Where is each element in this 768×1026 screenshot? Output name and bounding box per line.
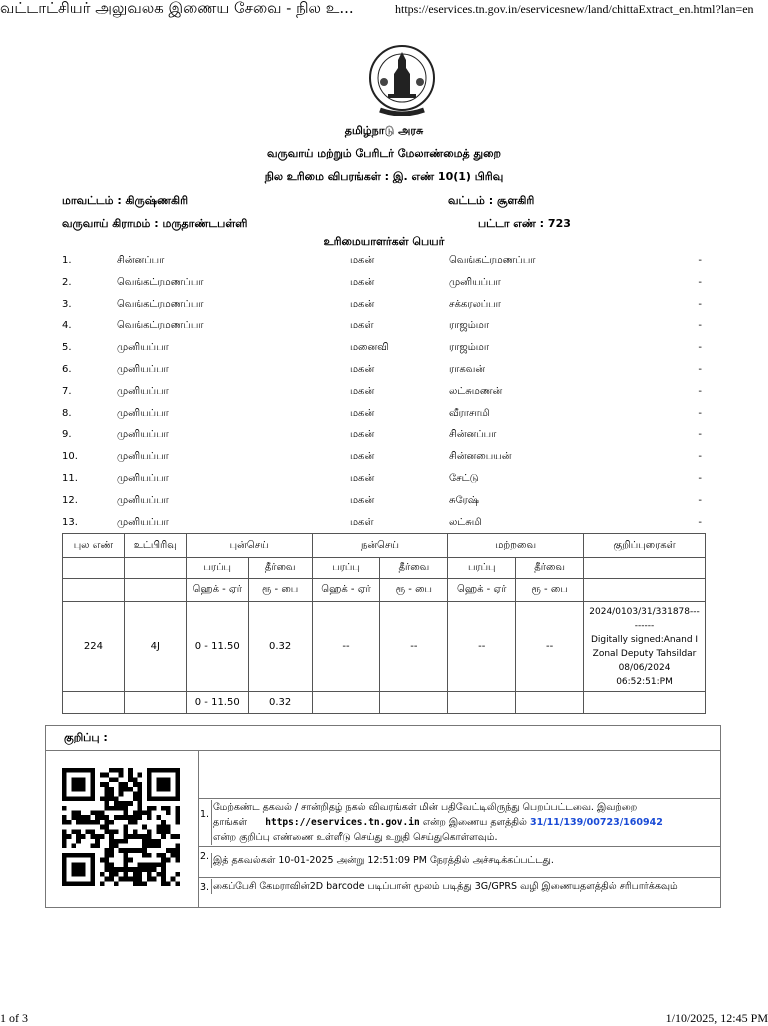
department-name: வருவாய் மற்றும் பேரிடர் மேலாண்மைத் துறை: [267, 147, 501, 160]
patta-number: பட்டா எண் : 723: [478, 217, 571, 230]
owner-name: வெங்கட்ரமணப்பா: [117, 298, 204, 310]
empty-cell: [63, 558, 125, 579]
owner-extra: -: [698, 255, 702, 266]
owner-parent: லட்சுமி: [449, 516, 482, 528]
total-punsei-area: 0 - 11.50: [186, 692, 248, 714]
matravai-tax: --: [516, 602, 584, 692]
owner-name: முனியப்பா: [117, 494, 169, 506]
taluk: வட்டம் : சூளகிரி: [448, 194, 535, 207]
unit-tax: ரூ - பை: [380, 579, 448, 602]
subdivision: 4J: [124, 602, 186, 692]
note-item-2: [198, 846, 720, 876]
owner-parent: சக்கரலப்பா: [449, 298, 501, 310]
land-row: [63, 602, 706, 692]
note-number: 1.: [200, 809, 210, 820]
owner-name: முனியப்பா: [117, 516, 169, 528]
owner-relation: மகன்: [350, 255, 375, 266]
unit-tax: ரூ - பை: [516, 579, 584, 602]
unit-tax: ரூ - பை: [248, 579, 312, 602]
owner-relation: மகன்: [350, 429, 375, 441]
owner-name: முனியப்பா: [117, 407, 169, 419]
total-row: [63, 692, 706, 714]
owner-name: வெங்கட்ரமணப்பா: [117, 320, 204, 332]
remark-designation: Zonal Deputy Tahsildar: [592, 648, 697, 659]
owner-number: 11.: [62, 472, 78, 484]
owner-number: 9.: [62, 429, 72, 441]
owner-name: முனியப்பா: [117, 342, 169, 354]
note-text: இத் தகவல்கள் 10-01-2025 அன்று 12:51:09 PM நேரத்தில் அச்சடிக்கப்பட்டது.: [211, 853, 716, 868]
owner-parent: சின்னபையன்: [449, 451, 512, 463]
note-text-part: தாங்கள்: [213, 817, 248, 828]
owner-row: [62, 427, 702, 449]
punsei-area: 0 - 11.50: [186, 602, 248, 692]
empty-cell: [124, 692, 186, 714]
remark-signature: Digitally signed:Anand I: [590, 634, 699, 645]
page-counter: 1 of 3: [0, 1011, 28, 1025]
owner-parent: லட்சுமணன்: [449, 385, 503, 397]
owner-relation: மகன்: [350, 276, 375, 288]
header-tax: தீர்வை: [380, 558, 448, 579]
owner-relation: மகன்: [350, 407, 375, 419]
owner-row: [62, 275, 702, 297]
unit-area: ஹெக் - ஏர்: [312, 579, 380, 602]
note-item-3: [198, 877, 720, 908]
owner-row: [62, 384, 702, 406]
owner-parent: முனியப்பா: [449, 276, 501, 288]
owner-row: [62, 493, 702, 515]
empty-cell: [312, 692, 380, 714]
owner-number: 8.: [62, 407, 72, 419]
owner-row: [62, 253, 702, 275]
empty-cell: [584, 579, 706, 602]
owner-relation: மகள்: [350, 516, 374, 528]
note-number: 2.: [200, 851, 210, 862]
notes-heading: குறிப்பு :: [64, 731, 108, 744]
note-text-part: என்ற இணைய தளத்தில்: [422, 817, 527, 828]
empty-cell: [516, 692, 584, 714]
owner-extra: -: [698, 516, 702, 528]
note-text: [211, 800, 716, 845]
verification-url[interactable]: https://eservices.tn.gov.in: [265, 817, 420, 828]
land-details-table: [62, 533, 706, 714]
government-name: தமிழ்நாடு அரசு: [344, 124, 424, 137]
owner-number: 2.: [62, 276, 72, 288]
owner-number: 10.: [62, 451, 78, 463]
matravai-area: --: [448, 602, 516, 692]
owner-number: 13.: [62, 516, 78, 528]
print-datetime: 1/10/2025, 12:45 PM: [665, 1011, 768, 1025]
owner-parent: வெங்கட்ரமணப்பா: [449, 255, 536, 266]
owner-extra: -: [698, 472, 702, 484]
owner-relation: மகன்: [350, 451, 375, 463]
owner-row: [62, 340, 702, 362]
owner-name: முனியப்பா: [117, 363, 169, 375]
empty-cell: [584, 558, 706, 579]
owner-row: [62, 406, 702, 428]
remarks-cell: [584, 602, 706, 692]
nansei-area: --: [312, 602, 380, 692]
owner-name: முனியப்பா: [117, 385, 169, 397]
owner-row: [62, 362, 702, 384]
owner-row: [62, 471, 702, 493]
owner-extra: -: [698, 342, 702, 354]
owner-number: 7.: [62, 385, 72, 397]
owner-parent: சின்னப்பா: [449, 429, 497, 441]
note-number: 3.: [200, 882, 210, 893]
qr-code-icon: [62, 766, 180, 888]
empty-cell: [63, 579, 125, 602]
note-text: கைப்பேசி கேமராவின்2D barcode படிப்பான் மூலம் படித்து 3G/GPRS வழி இணையதளத்தில் சரிபார்க்கவும்: [211, 879, 716, 894]
owner-extra: -: [698, 385, 702, 397]
owner-extra: -: [698, 363, 702, 375]
owner-row: [62, 449, 702, 471]
owners-list: [62, 253, 702, 536]
document-title: நில உரிமை விபரங்கள் : இ. எண் 10(1) பிரிவு: [264, 170, 504, 183]
district: மாவட்டம் : கிருஷ்ணகிரி: [62, 194, 188, 207]
owner-number: 1.: [62, 255, 72, 266]
owner-parent: சுரேஷ்: [449, 494, 479, 506]
note-item-1: [198, 798, 720, 845]
header-subdivision: உட்பிரிவு: [124, 534, 186, 558]
empty-cell: [380, 692, 448, 714]
empty-cell: [124, 579, 186, 602]
header-matravai: மற்றவை: [448, 534, 584, 558]
unit-area: ஹெக் - ஏர்: [186, 579, 248, 602]
header-survey-number: புல எண்: [63, 534, 125, 558]
owner-name: சின்னப்பா: [117, 255, 165, 266]
owner-extra: -: [698, 429, 702, 441]
notes-section: [45, 725, 721, 908]
revenue-village: வருவாய் கிராமம் : மருதாண்டபள்ளி: [62, 217, 248, 230]
reference-number: 31/11/139/00723/160942: [529, 817, 663, 828]
remark-time: 06:52:51:PM: [616, 676, 673, 687]
owner-parent: ராஜம்மா: [449, 320, 490, 332]
tamil-nadu-emblem: [366, 44, 438, 116]
empty-cell: [448, 692, 516, 714]
empty-cell: [584, 692, 706, 714]
owner-extra: -: [698, 451, 702, 463]
unit-area: ஹெக் - ஏர்: [448, 579, 516, 602]
remark-reference: 2024/0103/31/331878---: [589, 606, 700, 617]
header-punsei: புன்செய்: [186, 534, 312, 558]
owner-relation: மகன்: [350, 363, 375, 375]
empty-cell: [124, 558, 186, 579]
owner-parent: ராஜம்மா: [449, 342, 490, 354]
owner-extra: -: [698, 494, 702, 506]
remark-date: 08/06/2024: [618, 662, 671, 673]
header-remarks: குறிப்புரைகள்: [584, 534, 706, 558]
owner-row: [62, 297, 702, 319]
header-nansei: நன்செய்: [312, 534, 448, 558]
owner-relation: மகன்: [350, 298, 375, 310]
header-tax: தீர்வை: [516, 558, 584, 579]
owner-number: 3.: [62, 298, 72, 310]
owner-number: 5.: [62, 342, 72, 354]
punsei-tax: 0.32: [248, 602, 312, 692]
owner-extra: -: [698, 320, 702, 332]
remark-separator: ------: [634, 620, 655, 631]
owners-heading: உரிமையாளர்கள் பெயர்: [323, 235, 445, 248]
owner-relation: மகள்: [350, 320, 374, 332]
owner-number: 6.: [62, 363, 72, 375]
owner-extra: -: [698, 276, 702, 288]
owner-relation: மகன்: [350, 494, 375, 506]
nansei-tax: --: [380, 602, 448, 692]
notes-header: [46, 726, 720, 751]
note-text-part: மேற்கண்ட தகவல் / சான்றிதழ் நகல் விவரங்கள் மின் பதிவேட்டிலிருந்து பெறப்பட்டவை. இவற்றை: [213, 802, 638, 813]
header-tax: தீர்வை: [248, 558, 312, 579]
owner-row: [62, 318, 702, 340]
owner-name: முனியப்பா: [117, 451, 169, 463]
header-area: பரப்பு: [312, 558, 380, 579]
owner-relation: மகன்: [350, 472, 375, 484]
survey-number: 224: [63, 602, 125, 692]
owner-number: 4.: [62, 320, 72, 332]
note-text-part: என்ற குறிப்பு எண்ணை உள்ளீடு செய்து உறுதி செய்துகொள்ளவும்.: [213, 832, 498, 843]
browser-page-url: https://eservices.tn.gov.in/eservicesnew/land/chittaExtract_en.html?lan=en: [395, 2, 754, 16]
header-area: பரப்பு: [186, 558, 248, 579]
owner-extra: -: [698, 407, 702, 419]
empty-cell: [63, 692, 125, 714]
owner-extra: -: [698, 298, 702, 310]
header-area: பரப்பு: [448, 558, 516, 579]
owner-name: வெங்கட்ரமணப்பா: [117, 276, 204, 288]
owner-relation: மகன்: [350, 385, 375, 397]
owner-parent: ராகவன்: [449, 363, 486, 375]
total-punsei-tax: 0.32: [248, 692, 312, 714]
owner-name: முனியப்பா: [117, 429, 169, 441]
owner-number: 12.: [62, 494, 78, 506]
owner-relation: மனைவி: [350, 342, 389, 354]
owner-parent: சேட்டு: [449, 472, 479, 484]
browser-page-title: வட்டாட்சியர் அலுவலக இணைய சேவை - நில உ...: [0, 0, 354, 17]
owner-name: முனியப்பா: [117, 472, 169, 484]
owner-parent: வீராசாமி: [449, 407, 490, 419]
